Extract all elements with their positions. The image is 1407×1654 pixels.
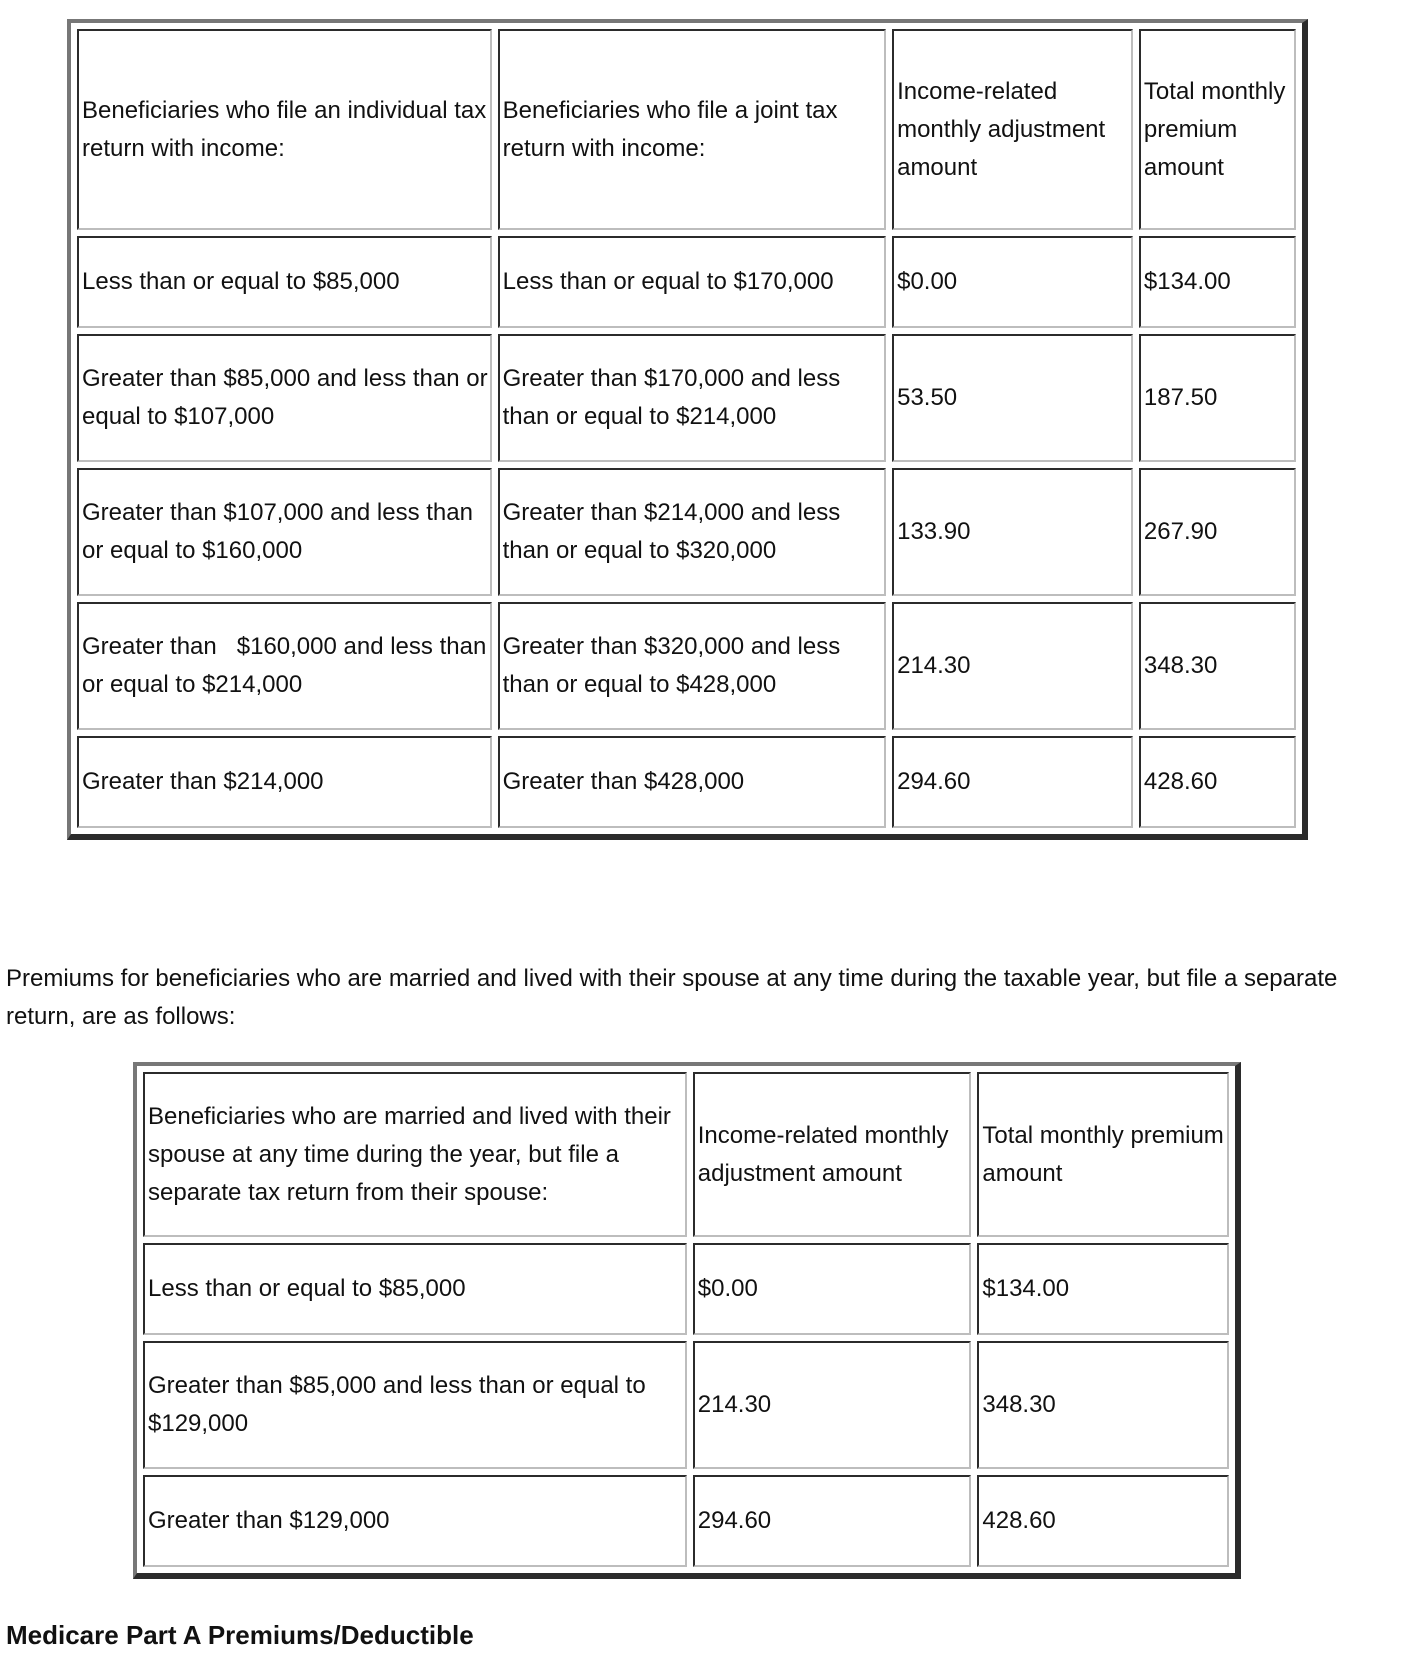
total-premium-cell: 348.30 [1139, 602, 1296, 730]
separate-return-intro: Premiums for beneficiaries who are married and lived with their spouse at any time during the taxable year, but file a separate return, are as follows: [6, 965, 1338, 1030]
header-joint-income: Beneficiaries who file a joint tax return with income: [498, 29, 886, 230]
header-total-premium: Total monthly premium amount [977, 1072, 1229, 1237]
adjustment-amount-cell: 133.90 [892, 468, 1133, 596]
table-header-row [77, 29, 1296, 230]
table-row [143, 1475, 1229, 1567]
joint-income-cell: Greater than $320,000 and less than or equal to $428,000 [498, 602, 886, 730]
header-total-premium: Total monthly premium amount [1139, 29, 1296, 230]
joint-income-cell: Less than or equal to $170,000 [498, 236, 886, 328]
total-premium-cell: $134.00 [1139, 236, 1296, 328]
table-row [77, 468, 1296, 596]
joint-income-cell: Greater than $214,000 and less than or equal to $320,000 [498, 468, 886, 596]
adjustment-amount-cell: 214.30 [892, 602, 1133, 730]
separate-premium-table [133, 1062, 1241, 1579]
header-individual-income: Beneficiaries who file an individual tax return with income: [77, 29, 492, 230]
individual-income-cell: Greater than $85,000 and less than or equal to $107,000 [77, 334, 492, 462]
separate-income-cell: Less than or equal to $85,000 [143, 1243, 687, 1335]
individual-income-cell: Greater than $107,000 and less than or equal to $160,000 [77, 468, 492, 596]
joint-income-cell: Greater than $170,000 and less than or equal to $214,000 [498, 334, 886, 462]
table-row [77, 736, 1296, 828]
header-separate-income: Beneficiaries who are married and lived with their spouse at any time during the year, but file a separate tax return from their spouse: [143, 1072, 687, 1237]
table-row [77, 236, 1296, 328]
adjustment-amount-cell: $0.00 [892, 236, 1133, 328]
adjustment-amount-cell: 214.30 [693, 1341, 972, 1469]
header-adjustment-amount: Income-related monthly adjustment amount [693, 1072, 972, 1237]
total-premium-cell: 428.60 [977, 1475, 1229, 1567]
adjustment-amount-cell: 294.60 [693, 1475, 972, 1567]
table-row [143, 1243, 1229, 1335]
joint-premium-table [67, 19, 1308, 840]
total-premium-cell: 428.60 [1139, 736, 1296, 828]
individual-income-cell: Greater than $160,000 and less than or equal to $214,000 [77, 602, 492, 730]
table-row [143, 1341, 1229, 1469]
separate-income-cell: Greater than $85,000 and less than or equal to $129,000 [143, 1341, 687, 1469]
table-row [77, 334, 1296, 462]
header-adjustment-amount: Income-related monthly adjustment amount [892, 29, 1133, 230]
separate-income-cell: Greater than $129,000 [143, 1475, 687, 1567]
adjustment-amount-cell: 53.50 [892, 334, 1133, 462]
total-premium-cell: 187.50 [1139, 334, 1296, 462]
individual-income-cell: Less than or equal to $85,000 [77, 236, 492, 328]
table-row [77, 602, 1296, 730]
total-premium-cell: 267.90 [1139, 468, 1296, 596]
total-premium-cell: $134.00 [977, 1243, 1229, 1335]
individual-income-cell: Greater than $214,000 [77, 736, 492, 828]
joint-income-cell: Greater than $428,000 [498, 736, 886, 828]
total-premium-cell: 348.30 [977, 1341, 1229, 1469]
table-header-row [143, 1072, 1229, 1237]
next-section-heading: Medicare Part A Premiums/Deductible [6, 1620, 474, 1650]
adjustment-amount-cell: $0.00 [693, 1243, 972, 1335]
adjustment-amount-cell: 294.60 [892, 736, 1133, 828]
